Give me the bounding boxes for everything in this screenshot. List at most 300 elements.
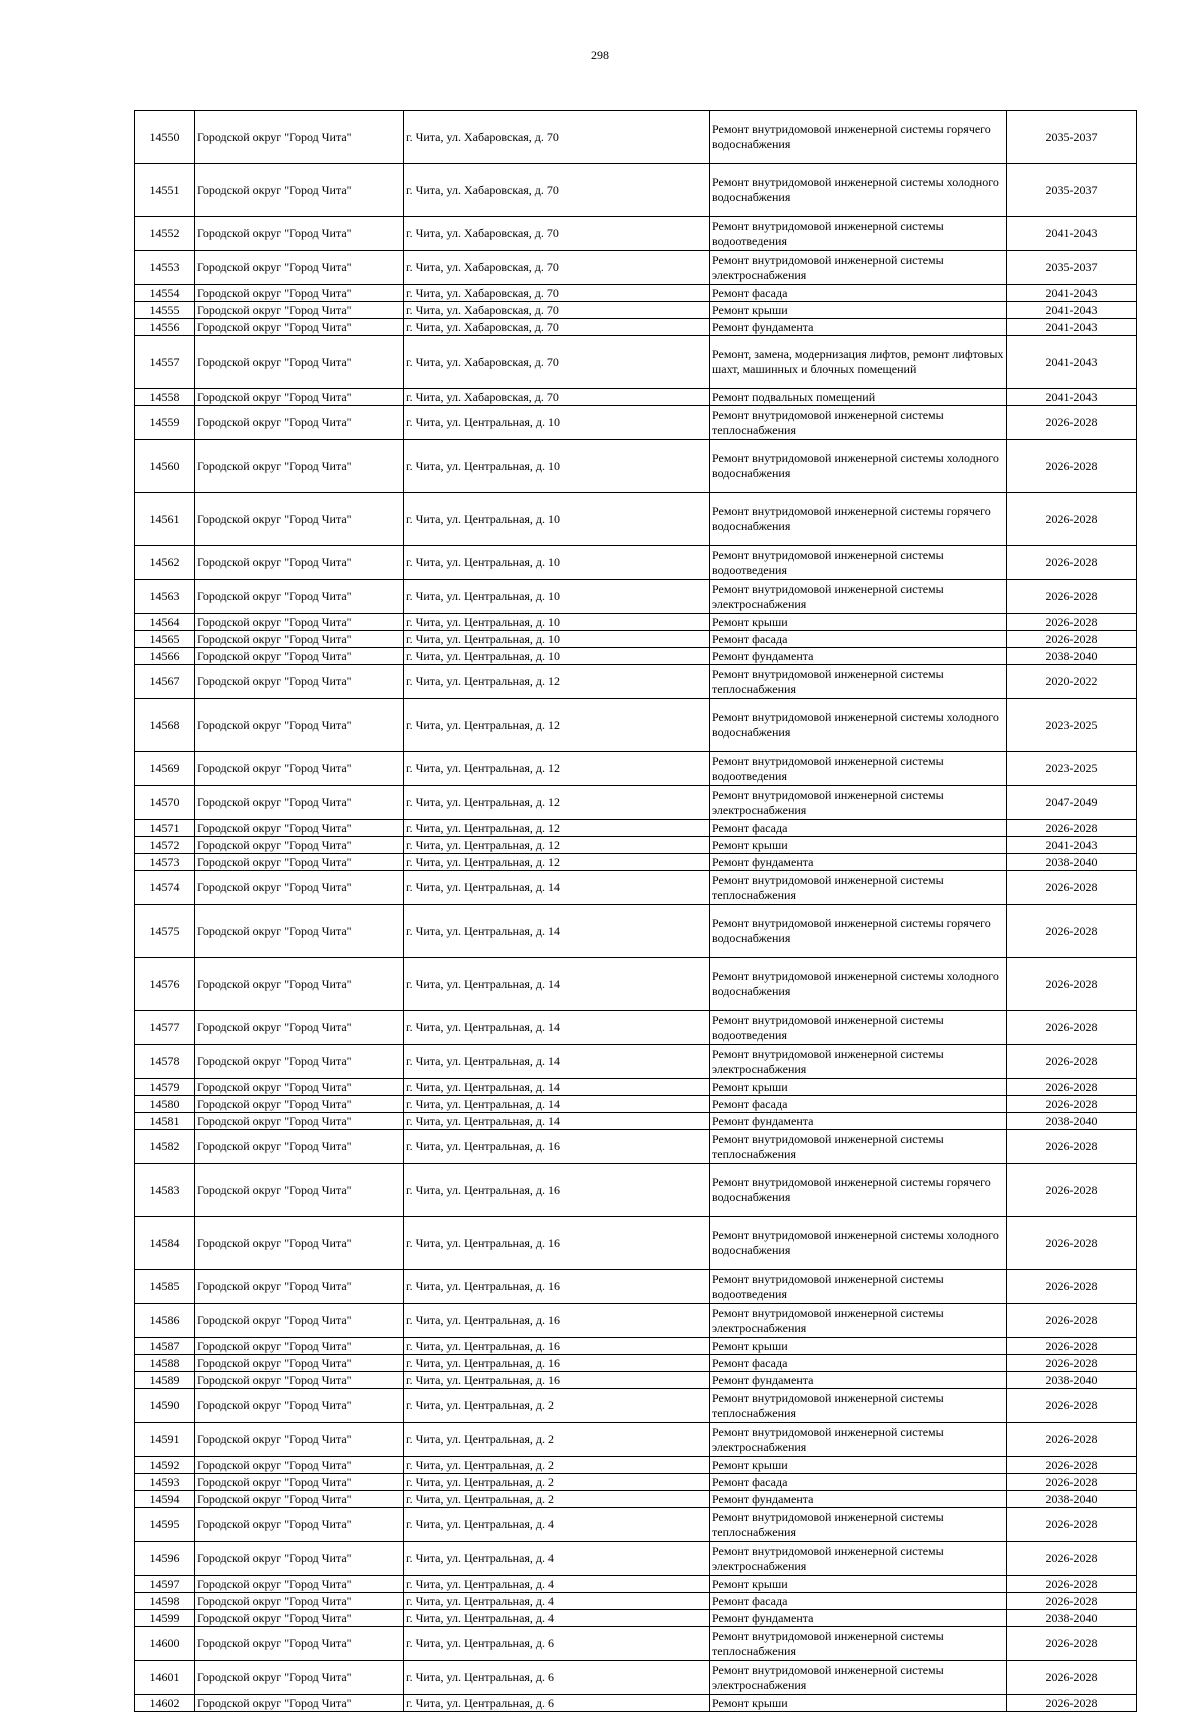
cell-address: г. Чита, ул. Хабаровская, д. 70 [404, 251, 710, 285]
table-row [135, 164, 1137, 217]
cell-period: 2035-2037 [1007, 164, 1137, 217]
table-row [135, 631, 1137, 648]
cell-address: г. Чита, ул. Центральная, д. 6 [404, 1695, 710, 1712]
cell-district: Городской округ "Город Чита" [195, 854, 404, 871]
cell-address: г. Чита, ул. Центральная, д. 10 [404, 580, 710, 614]
cell-number: 14600 [135, 1627, 195, 1661]
cell-period: 2026-2028 [1007, 546, 1137, 580]
cell-work-type: Ремонт внутридомовой инженерной системы электроснабжения [710, 580, 1007, 614]
cell-number: 14565 [135, 631, 195, 648]
cell-work-type: Ремонт крыши [710, 1695, 1007, 1712]
cell-work-type: Ремонт внутридомовой инженерной системы горячего водоснабжения [710, 493, 1007, 546]
cell-number: 14575 [135, 905, 195, 958]
table-row [135, 1130, 1137, 1164]
cell-number: 14584 [135, 1217, 195, 1270]
cell-district: Городской округ "Город Чита" [195, 285, 404, 302]
cell-period: 2026-2028 [1007, 1695, 1137, 1712]
cell-address: г. Чита, ул. Центральная, д. 16 [404, 1338, 710, 1355]
cell-number: 14552 [135, 217, 195, 251]
table-row [135, 440, 1137, 493]
cell-period: 2026-2028 [1007, 1096, 1137, 1113]
table-row [135, 958, 1137, 1011]
cell-number: 14559 [135, 406, 195, 440]
cell-work-type: Ремонт внутридомовой инженерной системы электроснабжения [710, 1304, 1007, 1338]
cell-work-type: Ремонт внутридомовой инженерной системы холодного водоснабжения [710, 958, 1007, 1011]
cell-period: 2026-2028 [1007, 1661, 1137, 1695]
cell-district: Городской округ "Город Чита" [195, 1389, 404, 1423]
cell-period: 2035-2037 [1007, 111, 1137, 164]
cell-address: г. Чита, ул. Центральная, д. 16 [404, 1304, 710, 1338]
cell-district: Городской округ "Город Чита" [195, 1217, 404, 1270]
cell-number: 14580 [135, 1096, 195, 1113]
cell-address: г. Чита, ул. Хабаровская, д. 70 [404, 336, 710, 389]
cell-number: 14568 [135, 699, 195, 752]
cell-work-type: Ремонт подвальных помещений [710, 389, 1007, 406]
cell-district: Городской округ "Город Чита" [195, 648, 404, 665]
cell-district: Городской округ "Город Чита" [195, 665, 404, 699]
cell-address: г. Чита, ул. Центральная, д. 16 [404, 1164, 710, 1217]
cell-district: Городской округ "Город Чита" [195, 1457, 404, 1474]
cell-district: Городской округ "Город Чита" [195, 217, 404, 251]
cell-number: 14577 [135, 1011, 195, 1045]
cell-address: г. Чита, ул. Центральная, д. 4 [404, 1576, 710, 1593]
cell-district: Городской округ "Город Чита" [195, 614, 404, 631]
cell-period: 2026-2028 [1007, 820, 1137, 837]
cell-number: 14567 [135, 665, 195, 699]
cell-address: г. Чита, ул. Центральная, д. 14 [404, 1011, 710, 1045]
cell-work-type: Ремонт внутридомовой инженерной системы электроснабжения [710, 786, 1007, 820]
cell-work-type: Ремонт фундамента [710, 319, 1007, 336]
cell-number: 14553 [135, 251, 195, 285]
cell-address: г. Чита, ул. Центральная, д. 14 [404, 905, 710, 958]
cell-district: Городской округ "Город Чита" [195, 1270, 404, 1304]
cell-number: 14569 [135, 752, 195, 786]
cell-district: Городской округ "Город Чита" [195, 1423, 404, 1457]
cell-work-type: Ремонт крыши [710, 614, 1007, 631]
cell-period: 2026-2028 [1007, 1270, 1137, 1304]
cell-address: г. Чита, ул. Центральная, д. 2 [404, 1491, 710, 1508]
cell-district: Городской округ "Город Чита" [195, 905, 404, 958]
cell-number: 14578 [135, 1045, 195, 1079]
cell-period: 2023-2025 [1007, 752, 1137, 786]
cell-district: Городской округ "Город Чита" [195, 580, 404, 614]
table-row [135, 837, 1137, 854]
cell-address: г. Чита, ул. Центральная, д. 4 [404, 1593, 710, 1610]
cell-district: Городской округ "Город Чита" [195, 1113, 404, 1130]
table-row [135, 1164, 1137, 1217]
cell-period: 2038-2040 [1007, 1372, 1137, 1389]
cell-period: 2023-2025 [1007, 699, 1137, 752]
table-row [135, 1593, 1137, 1610]
table-row [135, 1661, 1137, 1695]
cell-district: Городской округ "Город Чита" [195, 1338, 404, 1355]
cell-district: Городской округ "Город Чита" [195, 1474, 404, 1491]
cell-district: Городской округ "Город Чита" [195, 1593, 404, 1610]
cell-period: 2026-2028 [1007, 1576, 1137, 1593]
cell-work-type: Ремонт внутридомовой инженерной системы холодного водоснабжения [710, 1217, 1007, 1270]
cell-district: Городской округ "Город Чита" [195, 837, 404, 854]
cell-number: 14588 [135, 1355, 195, 1372]
cell-district: Городской округ "Город Чита" [195, 1011, 404, 1045]
cell-address: г. Чита, ул. Хабаровская, д. 70 [404, 217, 710, 251]
cell-period: 2038-2040 [1007, 1113, 1137, 1130]
table-row [135, 1389, 1137, 1423]
table-row [135, 1355, 1137, 1372]
cell-address: г. Чита, ул. Центральная, д. 6 [404, 1661, 710, 1695]
table-row [135, 251, 1137, 285]
cell-address: г. Чита, ул. Центральная, д. 12 [404, 752, 710, 786]
cell-number: 14554 [135, 285, 195, 302]
cell-address: г. Чита, ул. Центральная, д. 14 [404, 871, 710, 905]
cell-work-type: Ремонт крыши [710, 1576, 1007, 1593]
cell-district: Городской округ "Город Чита" [195, 1372, 404, 1389]
cell-address: г. Чита, ул. Центральная, д. 12 [404, 665, 710, 699]
cell-period: 2038-2040 [1007, 648, 1137, 665]
cell-period: 2026-2028 [1007, 871, 1137, 905]
cell-work-type: Ремонт фундамента [710, 648, 1007, 665]
cell-period: 2026-2028 [1007, 440, 1137, 493]
table-row [135, 820, 1137, 837]
cell-number: 14596 [135, 1542, 195, 1576]
cell-number: 14564 [135, 614, 195, 631]
cell-number: 14592 [135, 1457, 195, 1474]
table-row [135, 111, 1137, 164]
cell-work-type: Ремонт внутридомовой инженерной системы электроснабжения [710, 1542, 1007, 1576]
cell-work-type: Ремонт фасада [710, 285, 1007, 302]
cell-number: 14572 [135, 837, 195, 854]
cell-number: 14579 [135, 1079, 195, 1096]
cell-number: 14586 [135, 1304, 195, 1338]
cell-period: 2041-2043 [1007, 389, 1137, 406]
cell-district: Городской округ "Город Чита" [195, 699, 404, 752]
cell-address: г. Чита, ул. Хабаровская, д. 70 [404, 164, 710, 217]
table-row [135, 786, 1137, 820]
cell-number: 14589 [135, 1372, 195, 1389]
table-row [135, 1304, 1137, 1338]
cell-number: 14555 [135, 302, 195, 319]
cell-number: 14590 [135, 1389, 195, 1423]
cell-work-type: Ремонт фасада [710, 1096, 1007, 1113]
cell-period: 2026-2028 [1007, 1389, 1137, 1423]
cell-address: г. Чита, ул. Центральная, д. 16 [404, 1130, 710, 1164]
table-row [135, 1372, 1137, 1389]
cell-work-type: Ремонт, замена, модернизация лифтов, ремонт лифтовых шахт, машинных и блочных помещений [710, 336, 1007, 389]
cell-address: г. Чита, ул. Центральная, д. 16 [404, 1372, 710, 1389]
table-row [135, 854, 1137, 871]
cell-period: 2026-2028 [1007, 1423, 1137, 1457]
cell-address: г. Чита, ул. Хабаровская, д. 70 [404, 302, 710, 319]
cell-district: Городской округ "Город Чита" [195, 1355, 404, 1372]
cell-work-type: Ремонт фасада [710, 820, 1007, 837]
table-row [135, 406, 1137, 440]
table-row [135, 614, 1137, 631]
cell-work-type: Ремонт внутридомовой инженерной системы теплоснабжения [710, 1627, 1007, 1661]
cell-work-type: Ремонт внутридомовой инженерной системы холодного водоснабжения [710, 440, 1007, 493]
table-row [135, 217, 1137, 251]
cell-period: 2038-2040 [1007, 1491, 1137, 1508]
repair-schedule-table-container [134, 110, 1137, 1712]
cell-address: г. Чита, ул. Центральная, д. 4 [404, 1508, 710, 1542]
cell-address: г. Чита, ул. Центральная, д. 14 [404, 1045, 710, 1079]
cell-district: Городской округ "Город Чита" [195, 546, 404, 580]
cell-period: 2026-2028 [1007, 1079, 1137, 1096]
cell-number: 14602 [135, 1695, 195, 1712]
cell-number: 14597 [135, 1576, 195, 1593]
cell-address: г. Чита, ул. Центральная, д. 10 [404, 406, 710, 440]
cell-period: 2041-2043 [1007, 336, 1137, 389]
cell-district: Городской округ "Город Чита" [195, 1164, 404, 1217]
cell-number: 14570 [135, 786, 195, 820]
table-row [135, 752, 1137, 786]
cell-period: 2026-2028 [1007, 1338, 1137, 1355]
cell-address: г. Чита, ул. Центральная, д. 16 [404, 1270, 710, 1304]
cell-work-type: Ремонт фундамента [710, 1491, 1007, 1508]
cell-period: 2041-2043 [1007, 217, 1137, 251]
cell-address: г. Чита, ул. Хабаровская, д. 70 [404, 285, 710, 302]
cell-district: Городской округ "Город Чита" [195, 871, 404, 905]
cell-number: 14561 [135, 493, 195, 546]
cell-period: 2041-2043 [1007, 837, 1137, 854]
cell-number: 14595 [135, 1508, 195, 1542]
cell-district: Городской округ "Город Чита" [195, 820, 404, 837]
table-row [135, 319, 1137, 336]
cell-address: г. Чита, ул. Центральная, д. 10 [404, 493, 710, 546]
cell-district: Городской округ "Город Чита" [195, 1627, 404, 1661]
cell-address: г. Чита, ул. Центральная, д. 14 [404, 1079, 710, 1096]
cell-district: Городской округ "Город Чита" [195, 958, 404, 1011]
cell-work-type: Ремонт внутридомовой инженерной системы теплоснабжения [710, 871, 1007, 905]
cell-period: 2026-2028 [1007, 1508, 1137, 1542]
cell-district: Городской округ "Город Чита" [195, 1304, 404, 1338]
cell-district: Городской округ "Город Чита" [195, 1096, 404, 1113]
table-row [135, 1542, 1137, 1576]
page-number: 298 [591, 48, 609, 62]
table-row [135, 1457, 1137, 1474]
cell-work-type: Ремонт внутридомовой инженерной системы водоотведения [710, 1011, 1007, 1045]
cell-district: Городской округ "Город Чита" [195, 251, 404, 285]
cell-period: 2038-2040 [1007, 854, 1137, 871]
cell-district: Городской округ "Город Чита" [195, 111, 404, 164]
cell-period: 2047-2049 [1007, 786, 1137, 820]
cell-work-type: Ремонт фасада [710, 1593, 1007, 1610]
cell-number: 14582 [135, 1130, 195, 1164]
cell-period: 2026-2028 [1007, 1542, 1137, 1576]
cell-number: 14585 [135, 1270, 195, 1304]
table-row [135, 1491, 1137, 1508]
table-body [135, 111, 1137, 1712]
cell-district: Городской округ "Город Чита" [195, 1491, 404, 1508]
cell-work-type: Ремонт внутридомовой инженерной системы электроснабжения [710, 251, 1007, 285]
cell-work-type: Ремонт крыши [710, 1338, 1007, 1355]
cell-period: 2026-2028 [1007, 1627, 1137, 1661]
table-row [135, 1045, 1137, 1079]
cell-address: г. Чита, ул. Центральная, д. 2 [404, 1457, 710, 1474]
cell-period: 2026-2028 [1007, 1457, 1137, 1474]
cell-work-type: Ремонт фундамента [710, 1610, 1007, 1627]
cell-period: 2026-2028 [1007, 493, 1137, 546]
table-row [135, 1113, 1137, 1130]
cell-period: 2026-2028 [1007, 1355, 1137, 1372]
cell-work-type: Ремонт фундамента [710, 1113, 1007, 1130]
cell-period: 2026-2028 [1007, 1164, 1137, 1217]
table-row [135, 665, 1137, 699]
cell-number: 14566 [135, 648, 195, 665]
cell-work-type: Ремонт фасада [710, 1474, 1007, 1491]
table-row [135, 1217, 1137, 1270]
cell-period: 2026-2028 [1007, 406, 1137, 440]
table-row [135, 285, 1137, 302]
cell-address: г. Чита, ул. Центральная, д. 2 [404, 1389, 710, 1423]
cell-period: 2026-2028 [1007, 1045, 1137, 1079]
cell-number: 14593 [135, 1474, 195, 1491]
cell-period: 2026-2028 [1007, 1593, 1137, 1610]
cell-number: 14587 [135, 1338, 195, 1355]
cell-period: 2026-2028 [1007, 631, 1137, 648]
cell-period: 2026-2028 [1007, 1474, 1137, 1491]
cell-district: Городской округ "Город Чита" [195, 406, 404, 440]
cell-work-type: Ремонт фундамента [710, 1372, 1007, 1389]
cell-period: 2026-2028 [1007, 905, 1137, 958]
table-row [135, 493, 1137, 546]
table-row [135, 1508, 1137, 1542]
table-row [135, 1270, 1137, 1304]
cell-period: 2026-2028 [1007, 958, 1137, 1011]
table-row [135, 336, 1137, 389]
cell-work-type: Ремонт внутридомовой инженерной системы теплоснабжения [710, 1389, 1007, 1423]
cell-work-type: Ремонт фасада [710, 1355, 1007, 1372]
cell-number: 14563 [135, 580, 195, 614]
cell-district: Городской округ "Город Чита" [195, 1695, 404, 1712]
table-row [135, 1695, 1137, 1712]
cell-district: Городской округ "Город Чита" [195, 389, 404, 406]
cell-work-type: Ремонт внутридомовой инженерной системы теплоснабжения [710, 1508, 1007, 1542]
cell-number: 14571 [135, 820, 195, 837]
cell-work-type: Ремонт внутридомовой инженерной системы электроснабжения [710, 1045, 1007, 1079]
cell-number: 14573 [135, 854, 195, 871]
cell-work-type: Ремонт внутридомовой инженерной системы водоотведения [710, 217, 1007, 251]
cell-district: Городской округ "Город Чита" [195, 164, 404, 217]
cell-number: 14601 [135, 1661, 195, 1695]
cell-number: 14576 [135, 958, 195, 1011]
cell-period: 2026-2028 [1007, 1217, 1137, 1270]
cell-work-type: Ремонт внутридомовой инженерной системы холодного водоснабжения [710, 699, 1007, 752]
table-row [135, 648, 1137, 665]
cell-district: Городской округ "Город Чита" [195, 1542, 404, 1576]
cell-period: 2041-2043 [1007, 285, 1137, 302]
cell-district: Городской округ "Город Чита" [195, 752, 404, 786]
cell-work-type: Ремонт внутридомовой инженерной системы электроснабжения [710, 1661, 1007, 1695]
table-row [135, 1576, 1137, 1593]
cell-address: г. Чита, ул. Центральная, д. 12 [404, 699, 710, 752]
cell-number: 14599 [135, 1610, 195, 1627]
cell-district: Городской округ "Город Чита" [195, 786, 404, 820]
cell-work-type: Ремонт фундамента [710, 854, 1007, 871]
cell-address: г. Чита, ул. Центральная, д. 12 [404, 837, 710, 854]
cell-address: г. Чита, ул. Центральная, д. 12 [404, 854, 710, 871]
cell-period: 2026-2028 [1007, 614, 1137, 631]
cell-address: г. Чита, ул. Центральная, д. 10 [404, 546, 710, 580]
table-row [135, 580, 1137, 614]
table-row [135, 1610, 1137, 1627]
cell-number: 14581 [135, 1113, 195, 1130]
table-row [135, 1423, 1137, 1457]
cell-district: Городской округ "Город Чита" [195, 336, 404, 389]
cell-address: г. Чита, ул. Центральная, д. 4 [404, 1610, 710, 1627]
cell-address: г. Чита, ул. Хабаровская, д. 70 [404, 389, 710, 406]
cell-address: г. Чита, ул. Центральная, д. 2 [404, 1474, 710, 1491]
cell-work-type: Ремонт крыши [710, 1457, 1007, 1474]
cell-work-type: Ремонт внутридомовой инженерной системы водоотведения [710, 752, 1007, 786]
cell-address: г. Чита, ул. Центральная, д. 14 [404, 958, 710, 1011]
cell-number: 14562 [135, 546, 195, 580]
cell-district: Городской округ "Город Чита" [195, 1508, 404, 1542]
cell-address: г. Чита, ул. Центральная, д. 10 [404, 631, 710, 648]
cell-work-type: Ремонт крыши [710, 302, 1007, 319]
cell-work-type: Ремонт крыши [710, 837, 1007, 854]
cell-number: 14591 [135, 1423, 195, 1457]
cell-work-type: Ремонт внутридомовой инженерной системы теплоснабжения [710, 665, 1007, 699]
cell-number: 14594 [135, 1491, 195, 1508]
cell-address: г. Чита, ул. Центральная, д. 12 [404, 786, 710, 820]
cell-number: 14598 [135, 1593, 195, 1610]
repair-schedule-table [134, 110, 1137, 1712]
table-row [135, 1011, 1137, 1045]
table-row [135, 546, 1137, 580]
cell-period: 2026-2028 [1007, 1304, 1137, 1338]
cell-district: Городской округ "Город Чита" [195, 319, 404, 336]
table-row [135, 1627, 1137, 1661]
table-row [135, 1079, 1137, 1096]
cell-period: 2041-2043 [1007, 302, 1137, 319]
cell-address: г. Чита, ул. Центральная, д. 6 [404, 1627, 710, 1661]
cell-work-type: Ремонт внутридомовой инженерной системы горячего водоснабжения [710, 1164, 1007, 1217]
cell-address: г. Чита, ул. Центральная, д. 4 [404, 1542, 710, 1576]
cell-address: г. Чита, ул. Центральная, д. 10 [404, 648, 710, 665]
cell-period: 2041-2043 [1007, 319, 1137, 336]
cell-district: Городской округ "Город Чита" [195, 1661, 404, 1695]
cell-work-type: Ремонт фасада [710, 631, 1007, 648]
cell-period: 2038-2040 [1007, 1610, 1137, 1627]
cell-district: Городской округ "Город Чита" [195, 631, 404, 648]
cell-number: 14557 [135, 336, 195, 389]
cell-work-type: Ремонт крыши [710, 1079, 1007, 1096]
cell-period: 2020-2022 [1007, 665, 1137, 699]
cell-work-type: Ремонт внутридомовой инженерной системы электроснабжения [710, 1423, 1007, 1457]
cell-work-type: Ремонт внутридомовой инженерной системы теплоснабжения [710, 406, 1007, 440]
cell-district: Городской округ "Город Чита" [195, 1610, 404, 1627]
table-row [135, 1338, 1137, 1355]
cell-address: г. Чита, ул. Центральная, д. 16 [404, 1217, 710, 1270]
cell-address: г. Чита, ул. Центральная, д. 14 [404, 1096, 710, 1113]
table-row [135, 302, 1137, 319]
cell-number: 14560 [135, 440, 195, 493]
cell-period: 2026-2028 [1007, 1011, 1137, 1045]
cell-address: г. Чита, ул. Хабаровская, д. 70 [404, 111, 710, 164]
cell-number: 14556 [135, 319, 195, 336]
cell-address: г. Чита, ул. Хабаровская, д. 70 [404, 319, 710, 336]
cell-district: Городской округ "Город Чита" [195, 1079, 404, 1096]
cell-address: г. Чита, ул. Центральная, д. 16 [404, 1355, 710, 1372]
cell-district: Городской округ "Город Чита" [195, 493, 404, 546]
cell-period: 2035-2037 [1007, 251, 1137, 285]
cell-district: Городской округ "Город Чита" [195, 1045, 404, 1079]
cell-address: г. Чита, ул. Центральная, д. 10 [404, 614, 710, 631]
cell-period: 2026-2028 [1007, 580, 1137, 614]
table-row [135, 905, 1137, 958]
cell-district: Городской округ "Город Чита" [195, 1130, 404, 1164]
cell-number: 14551 [135, 164, 195, 217]
cell-work-type: Ремонт внутридомовой инженерной системы водоотведения [710, 1270, 1007, 1304]
